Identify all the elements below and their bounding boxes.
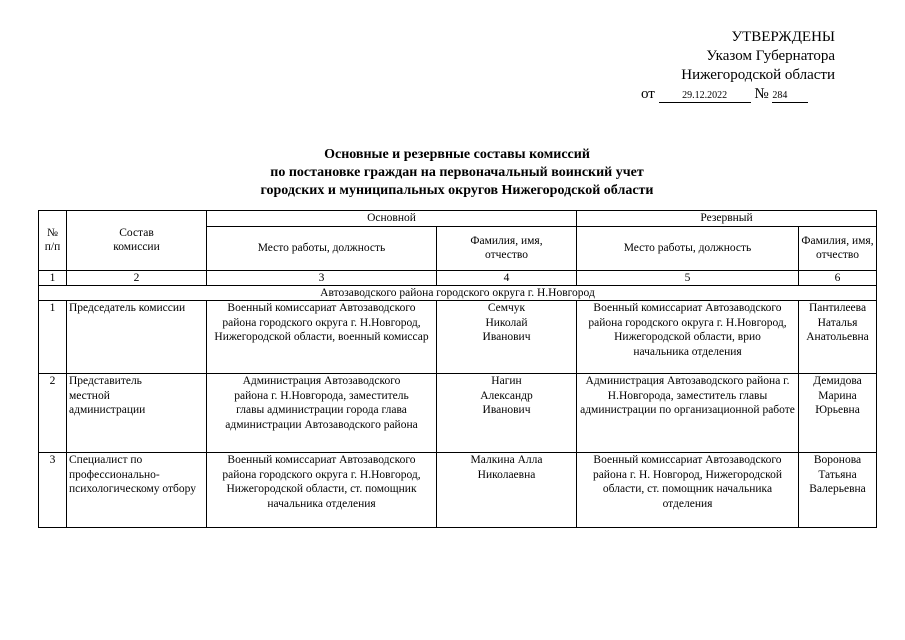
- decree-number: 284: [772, 89, 808, 103]
- decree-date: 29.12.2022: [659, 89, 751, 103]
- approval-region: Нижегородской области: [681, 67, 835, 83]
- title-line-3: городских и муниципальных округов Нижегородской области: [260, 183, 654, 198]
- table-row: [39, 301, 877, 374]
- approval-title: УТВЕРЖДЕНЫ: [731, 29, 835, 45]
- number-label: №: [754, 86, 769, 102]
- header-num: № п/п: [39, 211, 67, 271]
- column-number: 6: [799, 270, 877, 285]
- table-row: [39, 453, 877, 528]
- row-reserve-workplace: Администрация Автозаводского района г. Н.Новгорода, заместитель главы администрации по организационной работе: [577, 374, 799, 453]
- approval-issuer: Указом Губернатора: [706, 48, 835, 64]
- column-number: 1: [39, 270, 67, 285]
- section-title: Автозаводского района городского округа г. Н.Новгород: [39, 285, 877, 301]
- row-reserve-name: Пантилеева Наталья Анатольевна: [799, 301, 877, 374]
- column-number-row: [39, 270, 877, 285]
- title-line-1: Основные и резервные составы комиссий: [324, 147, 590, 162]
- row-main-workplace: Военный комиссариат Автозаводского района городского округа г. Н.Новгород, Нижегородской области, ст. помощник начальника отделения: [207, 453, 437, 528]
- row-main-name: Малкина Алла Николаевна: [437, 453, 577, 528]
- from-label: от: [641, 86, 655, 102]
- column-number: 3: [207, 270, 437, 285]
- header-reserve-group: Резервный: [577, 211, 877, 227]
- row-num: 1: [39, 301, 67, 374]
- row-composition: Представитель местной администрации: [67, 374, 207, 453]
- row-main-workplace: Военный комиссариат Автозаводского района городского округа г. Н.Новгород, Нижегородской области, военный комиссар: [207, 301, 437, 374]
- title-line-2: по постановке граждан на первоначальный воинский учет: [270, 165, 644, 180]
- header-reserve-workplace: Место работы, должность: [577, 226, 799, 270]
- row-reserve-name: Воронова Татьяна Валерьевна: [799, 453, 877, 528]
- row-composition: Специалист по профессионально-психологическому отбору: [67, 453, 207, 528]
- commissions-table: [38, 210, 877, 528]
- column-number: 5: [577, 270, 799, 285]
- column-number: 4: [437, 270, 577, 285]
- header-composition: Состав комиссии: [67, 211, 207, 271]
- table-row: [39, 374, 877, 453]
- approval-date-number: [600, 85, 835, 104]
- row-reserve-workplace: Военный комиссариат Автозаводского района г. Н. Новгород, Нижегородской области, ст. помощник начальника отделения: [577, 453, 799, 528]
- row-num: 3: [39, 453, 67, 528]
- row-reserve-workplace: Военный комиссариат Автозаводского района городского округа г. Н.Новгород, Нижегородской области, врио начальника отделения: [577, 301, 799, 374]
- row-composition: Председатель комиссии: [67, 301, 207, 374]
- header-main-workplace: Место работы, должность: [207, 226, 437, 270]
- section-row: [39, 285, 877, 301]
- document-title: [38, 146, 876, 200]
- header-row-1: [39, 211, 877, 227]
- row-main-name: Нагин Александр Иванович: [437, 374, 577, 453]
- row-reserve-name: Демидова Марина Юрьевна: [799, 374, 877, 453]
- approval-block: [600, 28, 835, 104]
- header-reserve-name: Фамилия, имя, отчество: [799, 226, 877, 270]
- row-main-workplace: Администрация Автозаводского района г. Н.Новгорода, заместитель главы администрации города глава администрации Автозаводского района: [207, 374, 437, 453]
- row-main-name: Семчук Николай Иванович: [437, 301, 577, 374]
- row-num: 2: [39, 374, 67, 453]
- header-main-name: Фамилия, имя, отчество: [437, 226, 577, 270]
- column-number: 2: [67, 270, 207, 285]
- header-main-group: Основной: [207, 211, 577, 227]
